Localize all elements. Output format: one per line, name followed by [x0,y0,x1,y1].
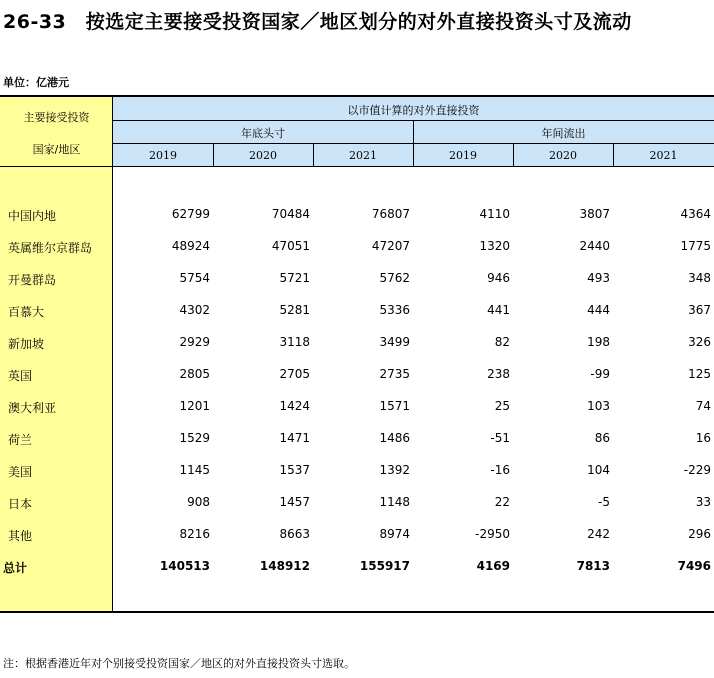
table-cell: 441 [487,303,510,317]
table-cell: 2805 [179,367,210,381]
table-cell: 125 [688,367,711,381]
table-cell: -5 [598,495,610,509]
table-cell: 493 [587,271,610,285]
table-cell: 2705 [279,367,310,381]
table-cell: 444 [587,303,610,317]
row-label: 开曼群岛 [8,273,57,287]
table-cell: 47051 [271,239,310,253]
table-cell: 946 [487,271,510,285]
table-cell: 8974 [379,527,410,541]
stub-header-line1: 主要接受投资 [23,111,90,124]
table-cell: -51 [490,431,510,445]
stub-header-line2: 国家/地区 [32,143,81,156]
row-label: 英国 [8,369,33,383]
year-header: 2021 [349,149,377,162]
table-cell: 1471 [279,431,310,445]
table-cell: -99 [590,367,610,381]
table-cell: 5336 [379,303,410,317]
year-header: 2019 [449,149,477,162]
table-cell: 1775 [680,239,711,253]
year-header: 2019 [149,149,177,162]
table-cell: 16 [695,431,711,445]
table-cell: 33 [695,495,711,509]
table-cell: 74 [695,399,711,413]
row-label: 美国 [8,465,33,479]
table-cell: 4364 [680,207,711,221]
year-header: 2020 [249,149,277,162]
table-cell: 5721 [279,271,310,285]
table-cell: 3118 [279,335,310,349]
table-cell: 3807 [579,207,610,221]
table-cell: 1145 [179,463,210,477]
table-cell: 104 [587,463,610,477]
row-label: 新加坡 [8,337,45,351]
table-cell: 62799 [171,207,210,221]
table-cell: 1529 [179,431,210,445]
unit-label: 单位：亿港元 [3,76,69,89]
table-cell: 82 [494,335,510,349]
table-cell: 8663 [279,527,310,541]
table-cell: 1537 [279,463,310,477]
table-cell: 1424 [279,399,310,413]
table-cell: 2735 [379,367,410,381]
table-cell: 48924 [171,239,210,253]
total-cell: 155917 [359,559,410,573]
table-cell: 296 [688,527,711,541]
table-cell: 103 [587,399,610,413]
total-row-label: 总计 [3,561,28,575]
row-label: 英属维尔京群岛 [8,241,93,255]
row-label: 百慕大 [8,305,45,319]
table-cell: 76807 [371,207,410,221]
total-cell: 4169 [476,559,510,573]
total-cell: 148912 [259,559,310,573]
table-cell: 1320 [479,239,510,253]
table-cell: 238 [487,367,510,381]
table-cell: 5754 [179,271,210,285]
table-cell: -2950 [475,527,510,541]
row-label: 澳大利亚 [8,401,57,415]
data-table [0,95,714,613]
row-label: 中国内地 [8,209,57,223]
table-cell: 242 [587,527,610,541]
table-cell: 4302 [179,303,210,317]
table-cell: 1486 [379,431,410,445]
table-cell: 198 [587,335,610,349]
table-cell: 326 [688,335,711,349]
year-header: 2020 [549,149,577,162]
header-group-label: 以市值计算的对外直接投资 [347,104,480,117]
table-cell: 86 [594,431,610,445]
table-cell: 3499 [379,335,410,349]
table-cell: 2929 [179,335,210,349]
total-cell: 7813 [576,559,610,573]
table-cell: 908 [187,495,210,509]
table-cell: 2440 [579,239,610,253]
table-cell: 1392 [379,463,410,477]
header-sub-outflow: 年间流出 [541,127,586,140]
table-cell: 22 [494,495,510,509]
row-label: 其他 [8,529,33,543]
row-label: 荷兰 [8,433,33,447]
header-bottom-rule [0,166,714,167]
table-cell: 1571 [379,399,410,413]
table-cell: -229 [683,463,711,477]
table-cell: 348 [688,271,711,285]
table-cell: 25 [494,399,510,413]
table-cell: 1148 [379,495,410,509]
footnote: 注：根据香港近年对个别接受投资国家／地区的对外直接投资头寸选取。 [3,657,355,670]
table-cell: 367 [688,303,711,317]
table-cell: 4110 [479,207,510,221]
row-label: 日本 [8,497,33,511]
total-cell: 140513 [159,559,210,573]
table-cell: 70484 [271,207,310,221]
table-cell: 5762 [379,271,410,285]
header-sub-position: 年底头寸 [241,127,285,140]
table-cell: 8216 [179,527,210,541]
total-cell: 7496 [677,559,711,573]
table-cell: -16 [490,463,510,477]
year-header: 2021 [649,149,678,162]
table-cell: 1201 [179,399,210,413]
table-cell: 47207 [371,239,410,253]
table-cell: 5281 [279,303,310,317]
table-cell: 1457 [279,495,310,509]
page-title: 26-33 按选定主要接受投资国家／地区划分的对外直接投资头寸及流动 [3,11,632,33]
